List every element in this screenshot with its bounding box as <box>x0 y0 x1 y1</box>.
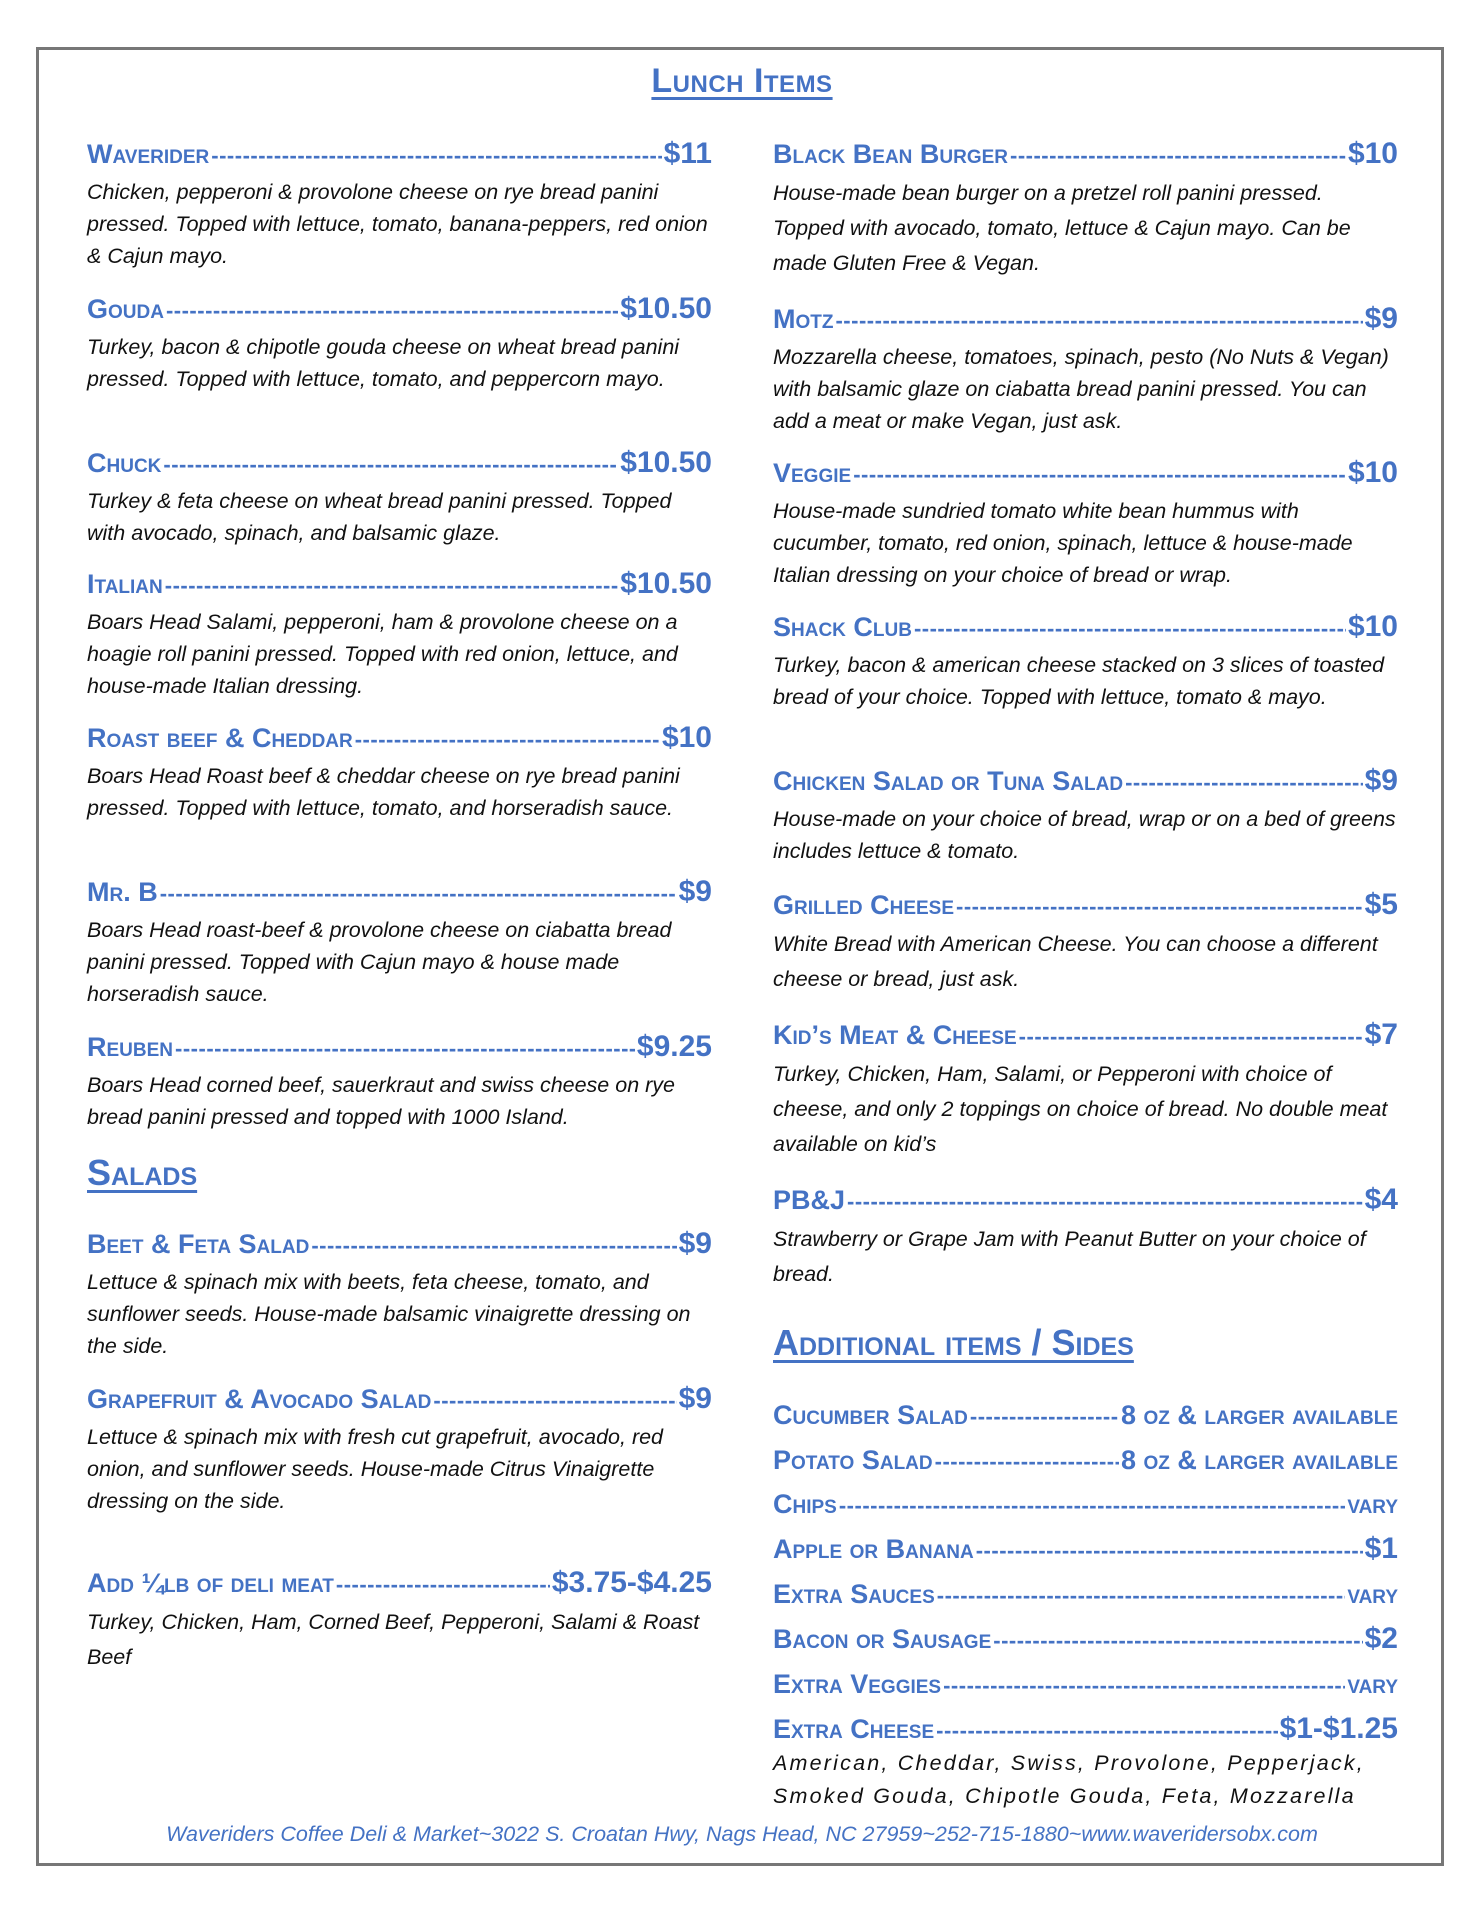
page-title: Lunch Items <box>651 62 833 100</box>
item-price: vary <box>1347 1579 1398 1609</box>
item-description: Lettuce & spinach mix with beets, feta cheese, tomato, and sunflower seeds. House-made balsamic vinaigrette dressing on the side. <box>87 1270 691 1358</box>
item-name: Gouda <box>87 294 164 324</box>
item-description: Turkey, bacon & chipotle gouda cheese on wheat bread panini pressed. Topped with lettuce, tomato, and peppercorn mayo. <box>87 335 680 391</box>
dot-leader <box>943 1668 1345 1704</box>
dot-leader <box>166 293 618 329</box>
item-price: 8 oz & larger available <box>1120 1445 1398 1475</box>
menu-item-grilled-cheese <box>773 887 1398 997</box>
item-price: $9.25 <box>636 1030 712 1063</box>
side-item-extra-veggies <box>773 1666 1398 1704</box>
item-description: House-made bean burger on a pretzel roll panini pressed. Topped with avocado, tomato, lettuce & Cajun mayo. Can be made Gluten Free & Vegan. <box>773 181 1351 275</box>
item-name: Grilled Cheese <box>773 890 955 920</box>
menu-item-waverider <box>87 136 712 272</box>
item-name: Mr. B <box>87 877 158 907</box>
item-price: vary <box>1347 1669 1398 1699</box>
menu-item-grapefruit-avocado-salad <box>87 1381 712 1517</box>
item-name: Extra Sauces <box>773 1579 935 1609</box>
item-description: Turkey, Chicken, Ham, Salami, or Pepperoni with choice of cheese, and only 2 toppings on choice of bread. No double meat available on kid’s <box>773 1062 1388 1156</box>
item-description: Boars Head corned beef, sauerkraut and swiss cheese on rye bread panini pressed and topped with 1000 Island. <box>87 1073 675 1129</box>
item-name: Chuck <box>87 448 162 478</box>
item-price: $10 <box>1347 456 1398 489</box>
item-price: $10 <box>1347 610 1398 643</box>
menu-item-veggie <box>773 455 1398 591</box>
item-description: Boars Head Salami, pepperoni, ham & provolone cheese on a hoagie roll panini pressed. Topped with red onion, lettuce, and house-made Italian dressing. <box>87 610 678 698</box>
item-description: Chicken, pepperoni & provolone cheese on rye bread panini pressed. Topped with lettuce, tomato, banana-peppers, red onion & Cajun mayo. <box>87 180 708 268</box>
dot-leader <box>839 1488 1345 1524</box>
cheese-options: American, Cheddar, Swiss, Provolone, Pepperjack, Smoked Gouda, Chipotle Gouda, Feta, Mozzarella <box>773 1751 1365 1808</box>
dot-leader <box>355 722 660 758</box>
dot-leader <box>336 1567 550 1603</box>
item-name: Extra Cheese <box>773 1714 935 1744</box>
dot-leader <box>853 457 1346 493</box>
dot-leader <box>936 1713 1277 1749</box>
item-description: Mozzarella cheese, tomatoes, spinach, pesto (No Nuts & Vegan) with balsamic glaze on ciabatta bread panini pressed. You can add a meat or make Vegan, just ask. <box>773 345 1389 433</box>
item-price: $11 <box>663 137 712 170</box>
side-item-apple-banana <box>773 1531 1398 1569</box>
dot-leader <box>175 1031 635 1067</box>
item-name: Chips <box>773 1489 837 1519</box>
dot-leader <box>160 876 677 912</box>
item-name: Italian <box>87 569 163 599</box>
menu-item-gouda <box>87 291 712 395</box>
item-description: Boars Head roast-beef & provolone cheese on ciabatta bread panini pressed. Topped with Cajun mayo & house made horseradish sauce. <box>87 918 672 1006</box>
item-price: $9 <box>1364 764 1398 797</box>
item-description: Turkey & feta cheese on wheat bread panini pressed. Topped with avocado, spinach, and balsamic glaze. <box>87 489 672 545</box>
item-price: $2 <box>1364 1622 1398 1655</box>
item-name: Kid’s Meat & Cheese <box>773 1020 1017 1050</box>
item-name: Shack Club <box>773 612 912 642</box>
menu-item-motz <box>773 301 1398 437</box>
item-description: Boars Head Roast beef & cheddar cheese on rye bread panini pressed. Topped with lettuce, tomato, and horseradish sauce. <box>87 764 680 820</box>
item-price: $9 <box>678 1227 712 1260</box>
dot-leader <box>847 1184 1363 1220</box>
dot-leader <box>937 1578 1346 1614</box>
menu-item-reuben <box>87 1029 712 1133</box>
side-item-bacon-sausage <box>773 1621 1398 1659</box>
dot-leader <box>935 1444 1119 1480</box>
item-description: White Bread with American Cheese. You can choose a different cheese or bread, just ask. <box>773 932 1378 991</box>
dot-leader <box>1019 1019 1363 1055</box>
item-name: PB&J <box>773 1185 846 1215</box>
item-price: $4 <box>1364 1183 1398 1216</box>
menu-item-black-bean-burger <box>773 136 1398 281</box>
dot-leader <box>993 1623 1362 1659</box>
item-price: $3.75-$4.25 <box>551 1566 712 1599</box>
item-description: Turkey, bacon & american cheese stacked on 3 slices of toasted bread of your choice. Topped with lettuce, tomato & mayo. <box>773 653 1385 709</box>
menu-item-chuck <box>87 445 712 549</box>
item-name: Cucumber Salad <box>773 1400 968 1430</box>
item-name: Motz <box>773 304 834 334</box>
sides-heading: Additional items / Sides <box>773 1322 1134 1363</box>
menu-item-pbj <box>773 1182 1398 1292</box>
side-item-extra-sauces <box>773 1576 1398 1614</box>
item-price: $1 <box>1364 1532 1398 1565</box>
item-name: Veggie <box>773 458 852 488</box>
item-price: $10.50 <box>620 567 712 600</box>
side-item-chips <box>773 1486 1398 1524</box>
item-name: Reuben <box>87 1032 174 1062</box>
item-price: $10 <box>1347 137 1398 170</box>
side-item-extra-cheese <box>773 1711 1398 1749</box>
item-name: Potato Salad <box>773 1445 933 1475</box>
menu-item-add-deli-meat <box>87 1565 712 1675</box>
menu-item-shack-club <box>773 609 1398 713</box>
dot-leader <box>976 1533 1363 1569</box>
side-item-potato-salad <box>773 1442 1398 1480</box>
dot-leader <box>211 138 661 174</box>
item-name: Apple or Banana <box>773 1534 974 1564</box>
menu-item-italian <box>87 566 712 702</box>
item-description: Lettuce & spinach mix with fresh cut grapefruit, avocado, red onion, and sunflower seeds. House-made Citrus Vinaigrette dressing on the side. <box>87 1425 664 1513</box>
dot-leader <box>311 1228 676 1264</box>
item-name: Add ¼lb of deli meat <box>87 1568 334 1598</box>
dot-leader <box>163 447 618 483</box>
item-price: $1-$1.25 <box>1279 1712 1398 1745</box>
item-price: vary <box>1347 1489 1398 1519</box>
footer-contact: Waveriders Coffee Deli & Market~3022 S. Croatan Hwy, Nags Head, NC 27959~252-715-1880~www.waveridersobx.com <box>166 1822 1318 1846</box>
menu-item-chicken-tuna-salad <box>773 763 1398 867</box>
item-name: Bacon or Sausage <box>773 1624 992 1654</box>
item-name: Chicken Salad or Tuna Salad <box>773 766 1124 796</box>
menu-item-mr-b <box>87 874 712 1010</box>
item-description: Turkey, Chicken, Ham, Corned Beef, Pepperoni, Salami & Roast Beef <box>87 1610 700 1669</box>
menu-item-kids-meat-cheese <box>773 1017 1398 1162</box>
dot-leader <box>1010 138 1346 174</box>
item-name: Extra Veggies <box>773 1669 942 1699</box>
dot-leader <box>956 889 1363 925</box>
item-price: $7 <box>1364 1018 1398 1051</box>
item-price: $10.50 <box>620 292 712 325</box>
item-price: $9 <box>678 875 712 908</box>
item-price: 8 oz & larger available <box>1120 1400 1398 1430</box>
dot-leader <box>433 1383 676 1419</box>
item-description: House-made sundried tomato white bean hummus with cucumber, tomato, red onion, spinach, lettuce & house-made Italian dressing on your choice of bread or wrap. <box>773 499 1353 587</box>
dot-leader <box>165 568 618 604</box>
item-name: Black Bean Burger <box>773 139 1008 169</box>
item-name: Waverider <box>87 139 210 169</box>
item-price: $9 <box>678 1382 712 1415</box>
item-description: House-made on your choice of bread, wrap or on a bed of greens includes lettuce & tomato. <box>773 807 1396 863</box>
dot-leader <box>835 303 1362 339</box>
item-description: Strawberry or Grape Jam with Peanut Butter on your choice of bread. <box>773 1227 1366 1286</box>
salads-heading: Salads <box>87 1152 198 1193</box>
item-name: Grapefruit & Avocado Salad <box>87 1384 432 1414</box>
dot-leader <box>914 611 1346 647</box>
item-name: Roast beef & Cheddar <box>87 723 353 753</box>
item-price: $10.50 <box>620 446 712 479</box>
menu-item-beet-feta-salad <box>87 1226 712 1362</box>
item-name: Beet & Feta Salad <box>87 1229 310 1259</box>
side-item-cucumber-salad <box>773 1397 1398 1435</box>
item-price: $10 <box>661 721 712 754</box>
dot-leader <box>970 1399 1119 1435</box>
item-price: $9 <box>1364 302 1398 335</box>
menu-item-roast-beef-cheddar <box>87 720 712 824</box>
item-price: $5 <box>1364 888 1398 921</box>
dot-leader <box>1125 765 1363 801</box>
